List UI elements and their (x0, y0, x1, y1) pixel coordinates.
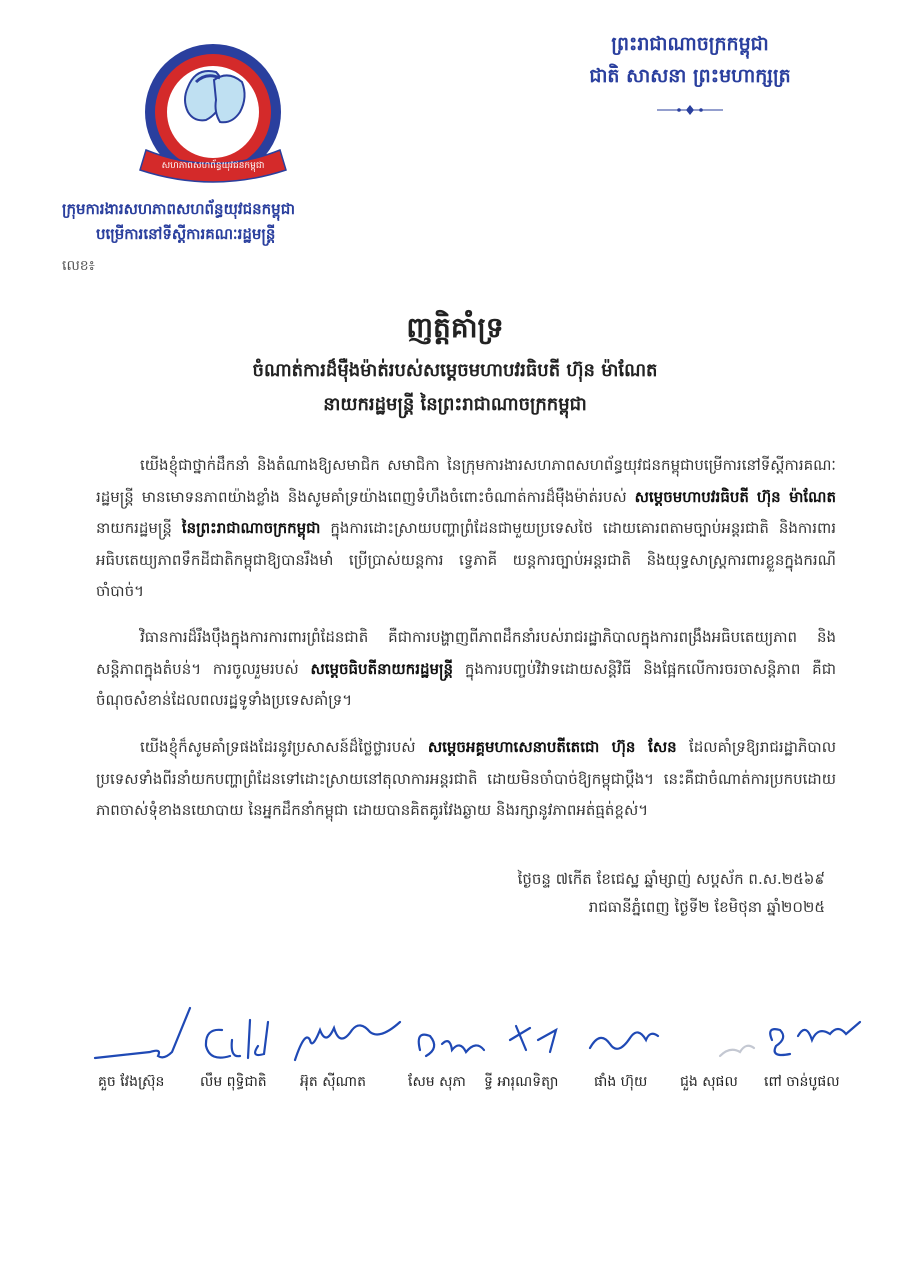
org-name-line1: ក្រុមការងារសហភាពសហព័ន្ធយុវជនកម្ពុជា (62, 200, 295, 218)
paragraph-1 (96, 450, 836, 608)
document-subtitle-line1: ចំណាត់ការដ៏ម៉ឺងម៉ាត់របស់សម្តេចមហាបវរធិបតី ហ៊ុន ម៉ាណែត (252, 360, 658, 381)
p3-bold-name: ហ៊ុន សែន (611, 738, 677, 756)
p1-text-a: យើងខ្ញុំជាថ្នាក់ដឹកនាំ និងតំណាងឱ្យសមាជិក សមាជិកា នៃក្រុមការងារសហភាពសហព័ន្ធយុវជនកម្ពុជាបម្រើការនៅទីស្តីការគណៈរដ្ឋមន្ត្រី មានមោទនភាពយ៉ាងខ្លាំង និងសូមគាំទ្រយ៉ាងពេញទំហឹងចំពោះចំណាត់ការដ៏ម៉ឺងម៉ាត់របស់ (96, 456, 836, 506)
p1-bold-title: សម្តេចមហាបវរធិបតី (634, 487, 749, 506)
paragraph-3 (96, 732, 836, 827)
p1-bold-name: ហ៊ុន ម៉ាណែត (756, 487, 836, 506)
signature-4-icon (419, 1035, 484, 1056)
p3-bold-title: សម្តេចអគ្គមហាសេនាបតីតេជោ (427, 738, 600, 756)
paragraph-2 (96, 622, 836, 717)
p2-text-a: វិធានការដ៏រឹងប៉ឹងក្នុងការការពារព្រំដែនជាតិ គឺជាការបង្ហាញពីភាពដឹកនាំរបស់រាជរដ្ឋាភិបាលក្នុងការពង្រឹងអធិបតេយ្យភាព និងសន្តិភាពក្នុងតំបន់។ ការចូលរួមរបស់ (96, 628, 836, 678)
date-lunar: ថ្ងៃចន្ទ ៧កើត ខែជេស្ឋ ឆ្នាំម្សាញ់ សប្តស័ក ព.ស.២៥៦៩ (517, 870, 825, 888)
signatory-name: ពៅ ចាន់បូផល (764, 1074, 840, 1090)
union-logo (118, 42, 308, 192)
signature-8-icon (770, 1022, 860, 1055)
p1-text-c: ក្នុងការដោះស្រាយបញ្ហាព្រំដែនជាមួយប្រទេសថៃ ដោយគោរពតាមច្បាប់អន្តរជាតិ និងការពារអធិបតេយ្យភាពទឹកដីជាតិកម្ពុជាឱ្យបានរឹងមាំ ប្រើប្រាស់យន្តការ ទ្វេភាគី យន្តការច្បាប់អន្តរជាតិ និងយុទ្ធសាស្ត្រការពារខ្លួនក្នុងករណីចាំបាច់។ (96, 519, 836, 600)
kingdom-name: ព្រះរាជាណាចក្រកម្ពុជា (611, 33, 769, 55)
logo-text: សហភាពសហព័ន្ធយុវជនកម្ពុជា (161, 161, 265, 171)
signatory-name: សែម សុភា (408, 1074, 466, 1090)
document-subtitle-line2: នាយករដ្ឋមន្ត្រី នៃព្រះរាជាណាចក្រកម្ពុជា (323, 394, 587, 415)
document-title: ញត្តិគាំទ្រ (406, 311, 504, 344)
p2-bold: សម្តេចធិបតីនាយករដ្ឋមន្ត្រី (310, 659, 453, 678)
org-name-line2: បម្រើការនៅទីស្តីការគណៈរដ្ឋមន្ត្រី (96, 225, 276, 243)
p1-text-b: នាយករដ្ឋមន្ត្រី (96, 519, 172, 537)
signatory-name: គួច វែងស្រ៊ុន (98, 1074, 165, 1090)
signature-6-icon (590, 1032, 658, 1048)
kingdom-header (540, 28, 840, 120)
signatory-name: ទ្វី អារុណទិត្យា (484, 1074, 559, 1090)
p2-text-b: ក្នុងការបញ្ចប់វិវាទដោយសន្តិវិធី និងផ្អែកលើការចរចាសន្តិភាព គឺជាចំណុចសំខាន់ដែលពលរដ្ឋទូទាំងប្រទេសគាំទ្រ។ (96, 659, 836, 709)
ornament-divider-icon (655, 104, 725, 116)
signature-5-icon (510, 1026, 556, 1052)
signature-1-icon (95, 1008, 190, 1058)
signatory-name: ជួង សុផល (680, 1074, 738, 1090)
signatory-names (0, 1072, 910, 1098)
signature-2-icon (206, 1020, 268, 1058)
national-motto: ជាតិ សាសនា ព្រះមហាក្សត្រ (589, 65, 791, 87)
p3-text-a: យើងខ្ញុំក៏សូមគាំទ្រផងដែរនូវប្រសាសន៍ដ៏ថ្លៃថ្លារបស់ (140, 738, 416, 756)
signature-7-icon (720, 1046, 754, 1056)
reference-number-label: លេខ៖ (62, 258, 95, 274)
p1-bold-kingdom: នៃព្រះរាជាណាចក្រកម្ពុជា (181, 519, 321, 537)
date-solar: រាជធានីភ្នំពេញ ថ្ងៃទី២ ខែមិថុនា ឆ្នាំ២០២៥ (588, 898, 825, 916)
p3-text-b: ដែលគាំទ្រឱ្យរាជរដ្ឋាភិបាលប្រទេសទាំងពីរនាំយកបញ្ហាព្រំដែនទៅដោះស្រាយនៅតុលាការអន្តរជាតិ ដោយមិនចាំបាច់ឱ្យកម្ពុជាប្តឹង។ នេះគឺជាចំណាត់ការប្រកបដោយភាពចាស់ទុំខាងនយោបាយ នៃអ្នកដឹកនាំកម្ពុជា ដោយបានគិតគូរវែងឆ្ងាយ និងរក្សានូវភាពអត់ធ្មត់ខ្ពស់។ (96, 738, 836, 819)
signature-3-icon (295, 1022, 400, 1060)
signatory-name: ផាំង ហ៊ុយ (594, 1074, 648, 1090)
signatures-area (90, 1000, 880, 1070)
signatory-name: អ៊ុត ស៊ីណាត (300, 1074, 366, 1090)
signatory-name: លឹម ពុទ្ធិជាតិ (200, 1074, 267, 1090)
